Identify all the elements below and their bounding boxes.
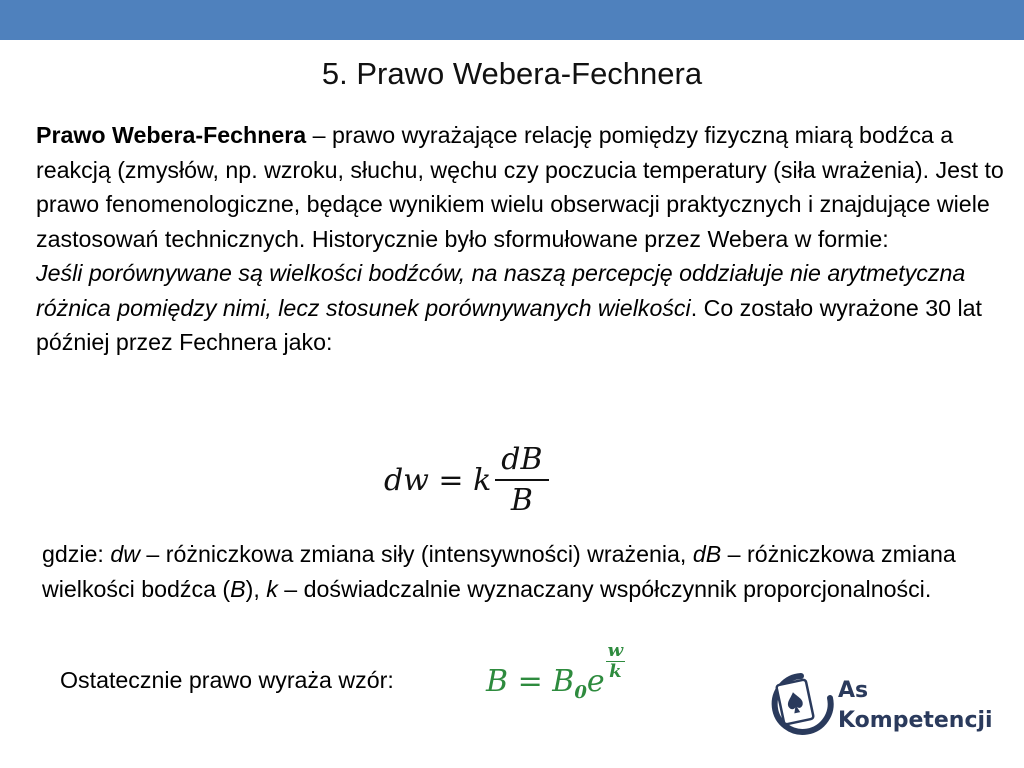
- desc-dB: – różniczkowa zmiana wielkości bodźca (: [42, 541, 956, 602]
- formula-fraction: [495, 442, 548, 518]
- variables-explanation: [42, 537, 1002, 606]
- desc-B: ),: [245, 575, 267, 602]
- where-lead: gdzie:: [42, 541, 111, 567]
- top-bar: [0, 0, 1024, 40]
- slide-title: 5. Prawo Webera-Fechnera: [321, 56, 703, 91]
- desc-k: – doświadczalnie wyznaczany współczynnik proporcjonalności.: [277, 575, 932, 602]
- final-label: Ostatecznie prawo wyraża wzór:: [60, 667, 394, 693]
- final-subscript: 0: [574, 682, 587, 703]
- weber-quote: Jeśli porównywane są wielkości bodźców, na naszą percepcję oddziałuje nie arytmetyczna różnica pomiędzy nimi, lecz stosunek porównywanych wielkości: [36, 260, 966, 321]
- exponent-numerator: w: [607, 640, 624, 661]
- var-B: B: [230, 575, 246, 602]
- var-k: k: [266, 575, 278, 602]
- final-formula: [486, 640, 625, 710]
- logo-text: [838, 676, 993, 736]
- fechner-intro: . Co zostało wyrażone 30 lat później przez Fechnera jako:: [36, 294, 982, 355]
- final-lhs-text: B = B: [486, 664, 575, 699]
- exponent-denominator: k: [609, 661, 622, 682]
- desc-dw: – różniczkowa zmiana siły (intensywności) wrażenia,: [139, 541, 693, 567]
- term-bold: Prawo Webera-Fechnera: [36, 122, 307, 148]
- main-paragraph: [36, 118, 1011, 360]
- formula-numerator: dB: [495, 442, 548, 481]
- final-lhs: [486, 665, 605, 710]
- final-exponent: [606, 641, 626, 682]
- formula-denominator: B: [510, 483, 533, 518]
- var-dw: dw: [110, 541, 140, 567]
- weber-fechner-formula: [384, 440, 549, 520]
- formula-lhs: dw = k: [384, 462, 492, 498]
- final-base: e: [586, 664, 605, 699]
- logo-line2: Kompetencji: [838, 708, 993, 733]
- logo-line1: As: [838, 678, 869, 703]
- var-dB: dB: [692, 541, 722, 567]
- definition-text: – prawo wyrażające relację pomiędzy fizyczną miarą bodźca a reakcją (zmysłów, np. wzroku, słuchu, węchu czy poczucia temperatury (siła wrażenia). Jest to prawo fenomenologiczne, będące wynikiem wielu obserwacji praktycznych i znajdujące wiele zastosowań technicznych. Historycznie było sformułowane przez Webera w formie:: [36, 122, 1004, 252]
